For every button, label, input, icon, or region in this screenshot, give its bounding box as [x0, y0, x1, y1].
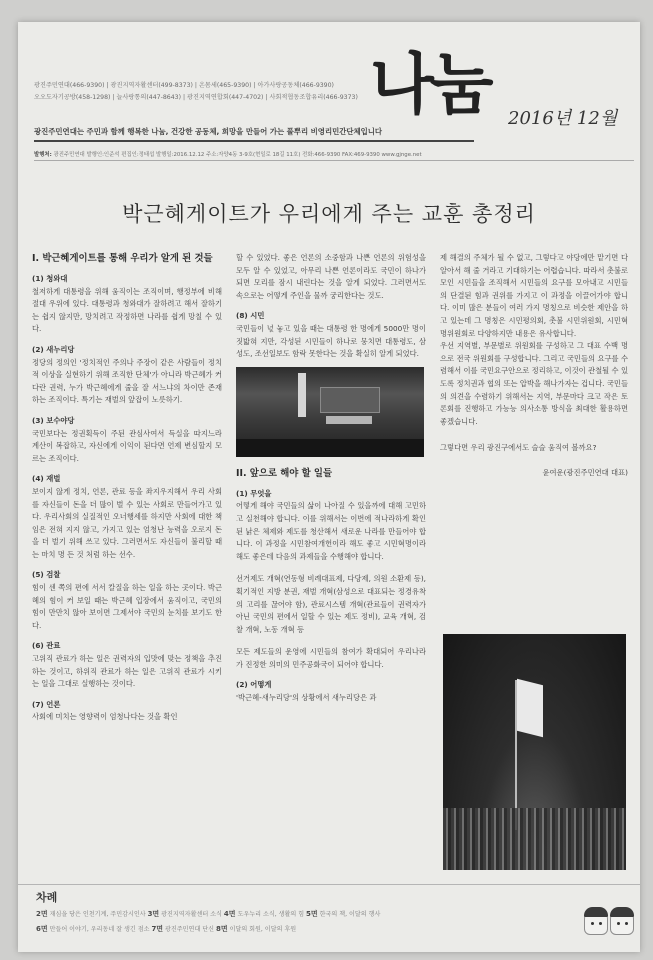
mascot-icon	[584, 907, 608, 935]
item-heading: (7) 언론	[32, 699, 61, 709]
toc-entries	[36, 907, 556, 937]
item-text: 선거제도 개혁(연동형 비례대표제, 다당제, 의원 소환제 등), 획기적인 지방 분권, 재벌 개혁(삼성으로 대표되는 정경유착의 고리를 끊어야 함), 관료시스템 개혁(관료들이 권력자가 아닌 국민의 편에서 일할 수 있는 제도 정비), 교육 개혁, 검찰 개혁, 노동 개혁 등	[236, 574, 426, 634]
item-heading: (3) 보수야당	[32, 415, 75, 425]
item-text: '박근혜-새누리당'의 상황에서 새누리당은 과	[236, 693, 377, 703]
toc-page: 2면	[36, 910, 48, 918]
article-column-3	[440, 252, 628, 480]
toc-desc: 도우누리 소식, 생활의 힘	[237, 911, 305, 918]
continued-text: 제 해결의 주체가 될 수 없고, 그렇다고 야당에만 맡기면 다 알아서 해 줄 거라고 기대하기는 어렵습니다. 따라서 촛불로 모인 시민들을 조직해서 시민들의 요구를 모아내고 시민들의 단결된 힘과 권위를 가지고 이 과정을 이끌어가야 합니다. 이미 많은 분들이 여러 가지 명칭으로 비슷한 제안을 하고 있는데 그 명칭은 시민평의회, 촛불 시민위원회, 시민혁명위원회로 다양하지만 내용은 유사합니다.	[440, 253, 628, 338]
item-text: 사회에 미치는 영향력이 엄청나다는 것을 확인	[32, 712, 178, 722]
mascot-hair	[610, 907, 634, 917]
toc-desc: 광진지역자활센터 소식	[161, 911, 222, 918]
toc-desc: 한국의 책, 이달의 행사	[319, 911, 381, 918]
photo-banner-strip	[326, 416, 372, 424]
toc-desc: 재심을 당은 인천기계, 주민감시인사	[49, 911, 146, 918]
closing-question: 그렇다면 우리 광진구에서도 슬슬 움직여 볼까요?	[440, 443, 597, 453]
continued-text: 할 수 있었다. 좋은 언론의 소중함과 나쁜 언론의 위험성을 모두 알 수 있었고, 아무리 나쁜 언론이라도 국민이 하나가 되면 모리를 잠시 내린다는 것을 알게 되었다. 그러면서도 속으로는 어떻게 주인을 물까 궁리한다는 것도.	[236, 253, 426, 300]
issue-date: 2016년 12월	[508, 108, 618, 129]
crowd	[443, 808, 626, 870]
article-title: 박근혜게이트가 우리에게 주는 교훈 총정리	[122, 202, 536, 226]
item-text: 철저하게 대통령을 위해 움직이는 조직이며, 행정부에 비해 절대 우위에 있다. 대통령과 청와대가 잘하려고 해서 잘하기는 쉽지 않지만, 망치려고 작정하면 나라를 쉽게 망칠 수 있다.	[32, 286, 222, 334]
toc-page: 6면	[36, 925, 48, 933]
table-of-contents	[18, 884, 640, 952]
publication-info-label: 발행처:	[34, 152, 52, 158]
item-text: 국민들이 넋 놓고 있을 때는 대통령 한 명에게 5000만 명이 짓밟혀 지만, 각성된 시민들이 하나로 뭉치면 대통령도, 삼성도, 조선일보도 함락 못한다는 것을 확실히 알게 되었다.	[236, 323, 426, 359]
toc-page: 5면	[306, 910, 318, 918]
mascot-eye	[617, 922, 620, 925]
org-row: 광진주민연대(466-9390) | 광진지역자활센터(499-8373) | 온몸세(465-9390) | 아가사랑공동체(466-9390)	[34, 82, 334, 89]
flag	[517, 679, 543, 737]
candlelight-rally-photo	[443, 634, 626, 870]
item-heading: (8) 시민	[236, 311, 265, 321]
protest-photo	[236, 367, 424, 457]
newsletter-logo: 나눔	[370, 46, 490, 123]
item-text: 국민보다는 정권획득이 주된 관심사여서 득실을 따지느라 계산이 복잡하고, 자신에게 이익이 된다면 언제 변심할지 모르는 조직이다.	[32, 428, 222, 463]
item-text: 정당의 정의인 '정치적인 주의나 주장이 같은 사람들이 정치적 이상을 실현하기 위해 조직한 단체'가 아니라 박근혜가 커다란 권력, 누가 박근혜에게 줄을 잘 서느냐의 차이만 존재하는 조직이다. 특기는 재벌의 앞잡이 노릇하기.	[32, 357, 222, 405]
item-heading: (2) 어떻게	[236, 680, 272, 690]
toc-page: 3면	[147, 910, 160, 918]
article-author: 윤여운(광진주민연대 대표)	[542, 467, 628, 477]
mascot-eye	[591, 922, 594, 925]
toc-desc: 만들어 이야기, 우리동네 잘 생긴 점소	[49, 926, 150, 933]
publication-info-text: 광진주민연대 발행인:인준석 편집인:정태섭 발행일:2016.12.12 주소:자양4동 3-9호(현일로 18길 11호) 전화:466-9390 FAX:469-9390 www.gjnge.net	[53, 152, 422, 158]
member-org-list	[34, 80, 404, 104]
mascot-eye	[625, 922, 628, 925]
masthead	[18, 22, 640, 167]
photo-ground	[236, 439, 424, 457]
toc-page: 8면	[215, 925, 228, 933]
item-heading: (2) 새누리당	[32, 344, 75, 354]
item-heading: (5) 검찰	[32, 570, 61, 580]
mascot-icon	[610, 907, 634, 935]
item-text: 보이지 않게 정치, 언론, 관료 등을 좌지우지해서 우리 사회를 자신들이 돈을 더 많이 벌 수 있는 사회로 만들어가고 있다. 우리사회의 실질적인 오너행세를 하지만 사회에 대한 책임은 전혀 지지 않고, 가지고 있는 엄청난 능력을 오로지 돈을 더 벌기 위해 쓰고 있다. 그러면서도 자신들이 불리할 때는 마치 명 든 것 처럼 하는 선수.	[32, 486, 222, 559]
item-heading: (6) 관료	[32, 641, 61, 651]
mascot-eye	[599, 922, 602, 925]
toc-desc: 이달의 회원, 이달의 후원	[229, 926, 297, 933]
item-heading: (1) 무엇을	[236, 488, 272, 498]
photo-figure	[298, 373, 306, 417]
item-text: 힘이 센 쪽의 편에 서서 칼질을 하는 일을 하는 곳이다. 박근혜의 힘이 커 보일 때는 박근혜 입장에서 움직이고, 국민의 힘이 만만치 않아 보이면 그제서야 국민의 눈치를 보기도 한다.	[32, 583, 222, 630]
mascot-hair	[584, 907, 608, 917]
org-motto: 광진주민연대는 주민과 함께 행복한 나눔, 건강한 공동체, 희망을 만들어 가는 풀뿌리 비영리민간단체입니다	[34, 126, 474, 142]
section-title: II. 앞으로 해야 할 일들	[236, 467, 333, 479]
org-row: 오오도자기공방(458-1298) | 늘사랑통의(447-8643) | 광진지역연합회(447-4702) | 사회적협동조합유리(466-9373)	[34, 94, 358, 101]
item-heading: (4) 재벌	[32, 474, 61, 484]
item-text: 우선 지역별, 부문별로 위원회를 구성하고 그 대표 수백 명으로 전국 위원회를 구성합니다. 그리고 국민들의 요구를 수렴해서 이를 국민요구안으로 정리하고, 이것이 관철될 수 있도록 정치권과 협의 또는 압박을 해나가자는 겁니다. 국민들의 의견을 수렴하기 위해서는 지역, 부문마다 크고 작은 토론회를 진행하고 가능능 의사소통 방식을 최대한 활용하면 좋겠습니다.	[440, 341, 628, 426]
toc-title: 차례	[36, 891, 58, 904]
article-column-2	[236, 252, 426, 705]
photo-banner	[320, 387, 380, 413]
section-title: I. 박근혜게이트를 통해 우리가 알게 된 것들	[32, 253, 213, 264]
item-text: 모든 제도들의 운영에 시민들의 참여가 확대되어 우리나라가 진정한 의미의 민주공화국이 되어야 합니다.	[236, 647, 426, 669]
item-heading: (1) 청와대	[32, 274, 68, 283]
toc-desc: 광진주민연대 단신	[165, 926, 215, 933]
article-column-1	[32, 252, 222, 724]
newsletter-page	[18, 22, 640, 952]
toc-page: 4면	[223, 910, 236, 918]
item-text: 고위직 관료가 하는 일은 권력자의 입맛에 맞는 정책을 추진하는 것이고, 하위직 관료가 하는 일은 고위직 관료가 시키는 일을 그대로 실행하는 것이다.	[32, 654, 222, 689]
item-text: 어떻게 해야 국민들의 삶이 나아질 수 있을까에 대해 고민하고 실천해야 합니다. 이를 위해서는 이번에 적나라하게 확인된 낡은 체제와 제도를 청산해서 새로운 나라를 만들어야 합니다. 이 과정을 시민참여개헌이라 해도 좋고 시민혁명이라 해도 좋은데 다음의 과제들을 수행해야 합니다.	[236, 501, 426, 561]
toc-page: 7면	[151, 925, 164, 933]
publication-info	[34, 150, 634, 161]
